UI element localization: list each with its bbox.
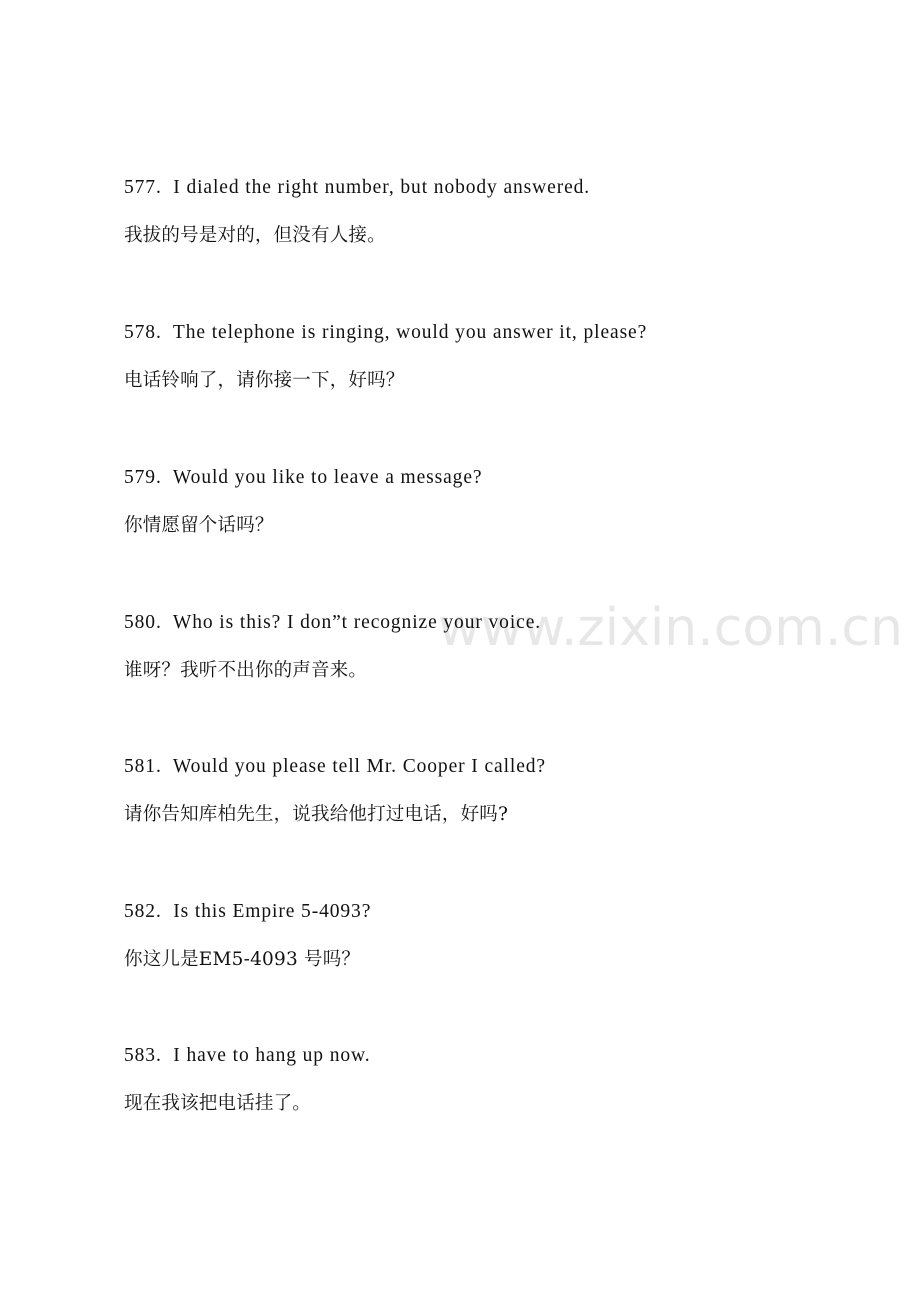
- chinese-translation: 你情愿留个话吗？: [124, 515, 274, 536]
- chinese-translation: 电话铃响了，请你接一下，好吗？: [124, 370, 405, 391]
- english-sentence: 581. Would you please tell Mr. Cooper I called?: [124, 756, 546, 777]
- english-sentence: 580. Who is this? I don”t recognize your voice.: [124, 612, 542, 633]
- sentence-entry-581: [124, 755, 824, 827]
- sentence-entry-578: [124, 321, 824, 393]
- sentence-entry-583: [124, 1044, 824, 1116]
- sentence-entry-580: [124, 611, 824, 683]
- chinese-translation: 谁呀？我听不出你的声音来。: [124, 660, 368, 681]
- sentence-entry-579: [124, 466, 824, 538]
- chinese-translation: 请你告知库柏先生，说我给他打过电话，好吗?: [124, 804, 509, 825]
- watermark-text: www.zixin.com.cn: [438, 598, 903, 658]
- sentence-entry-582: [124, 900, 824, 972]
- english-sentence: 578. The telephone is ringing, would you answer it, please?: [124, 322, 648, 343]
- english-sentence: 579. Would you like to leave a message?: [124, 467, 483, 488]
- chinese-translation: 你这儿是EM5-4093 号吗？: [124, 949, 361, 970]
- sentence-entry-577: [124, 176, 824, 248]
- chinese-translation: 现在我该把电话挂了。: [124, 1093, 312, 1114]
- english-sentence: 577. I dialed the right number, but nobody answered.: [124, 177, 591, 198]
- english-sentence: 582. Is this Empire 5-4093?: [124, 901, 372, 922]
- english-sentence: 583. I have to hang up now.: [124, 1045, 371, 1066]
- chinese-translation: 我拔的号是对的，但没有人接。: [124, 225, 386, 246]
